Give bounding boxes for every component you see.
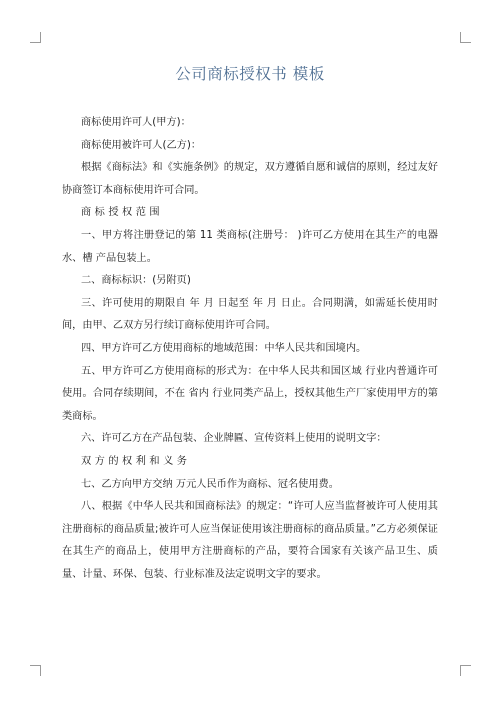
section-heading-rights: 双方的权利和义务 [81, 455, 191, 467]
crop-mark-top-left [30, 32, 41, 43]
paragraph-clause-2: 二、商标标识：(另附页) [81, 275, 191, 287]
paragraph-clause-1: 一、甲方将注册登记的第 11 类商标(注册号： )许可乙方使用在其生产的电器水、槽 产品包装上。 [62, 229, 438, 264]
paragraph-licensee: 商标使用被许可人(乙方)： [81, 139, 202, 151]
paragraph-clause-5: 五、甲方许可乙方使用商标的形式为：在中华人民共和国区域 行业内普通许可使用。合同存续期间，不在 省内 行业同类产品上，授权其他生产厂家使用甲方的第 类商标。 [62, 365, 438, 422]
section-heading-scope: 商标授权范围 [81, 207, 164, 219]
paragraph-clause-3: 三、许可使用的期限自 年 月 日起至 年 月 日止。合同期满，如需延长使用时间，由甲、乙双方另行续订商标使用许可合同。 [62, 297, 438, 332]
crop-mark-bottom-right [460, 665, 471, 676]
document-title: 公司商标授权书 模板 [175, 65, 325, 83]
paragraph-clause-6: 六、许可乙方在产品包装、企业牌匾、宣传资料上使用的说明文字： [81, 433, 387, 445]
crop-mark-top-right [460, 32, 471, 43]
paragraph-clause-4: 四、甲方许可乙方使用商标的地域范围：中华人民共和国境内。 [81, 342, 367, 354]
paragraph-licensor: 商标使用许可人(甲方)： [81, 117, 191, 128]
paragraph-preamble: 根据《商标法》和《实施条例》的规定，双方遵循自愿和诚信的原则，经过友好协商签订本商标使用许可合同。 [62, 162, 438, 196]
paragraph-clause-7: 七、乙方向甲方交纳 万元人民币作为商标、冠名使用费。 [81, 478, 339, 490]
document-body [62, 112, 438, 586]
crop-mark-bottom-left [30, 665, 41, 676]
paragraph-clause-8: 八、根据《中华人民共和国商标法》的规定：“许可人应当监督被许可人使用其注册商标的商品质量;被许可人应当保证使用该注册商标的商品质量。”乙方必须保证在其生产的商品上，使用甲方注册商标的产品，要符合国家有关该产品卫生、质量、计量、环保、包装、行业标准及法定说明文字的要求。 [62, 501, 438, 580]
